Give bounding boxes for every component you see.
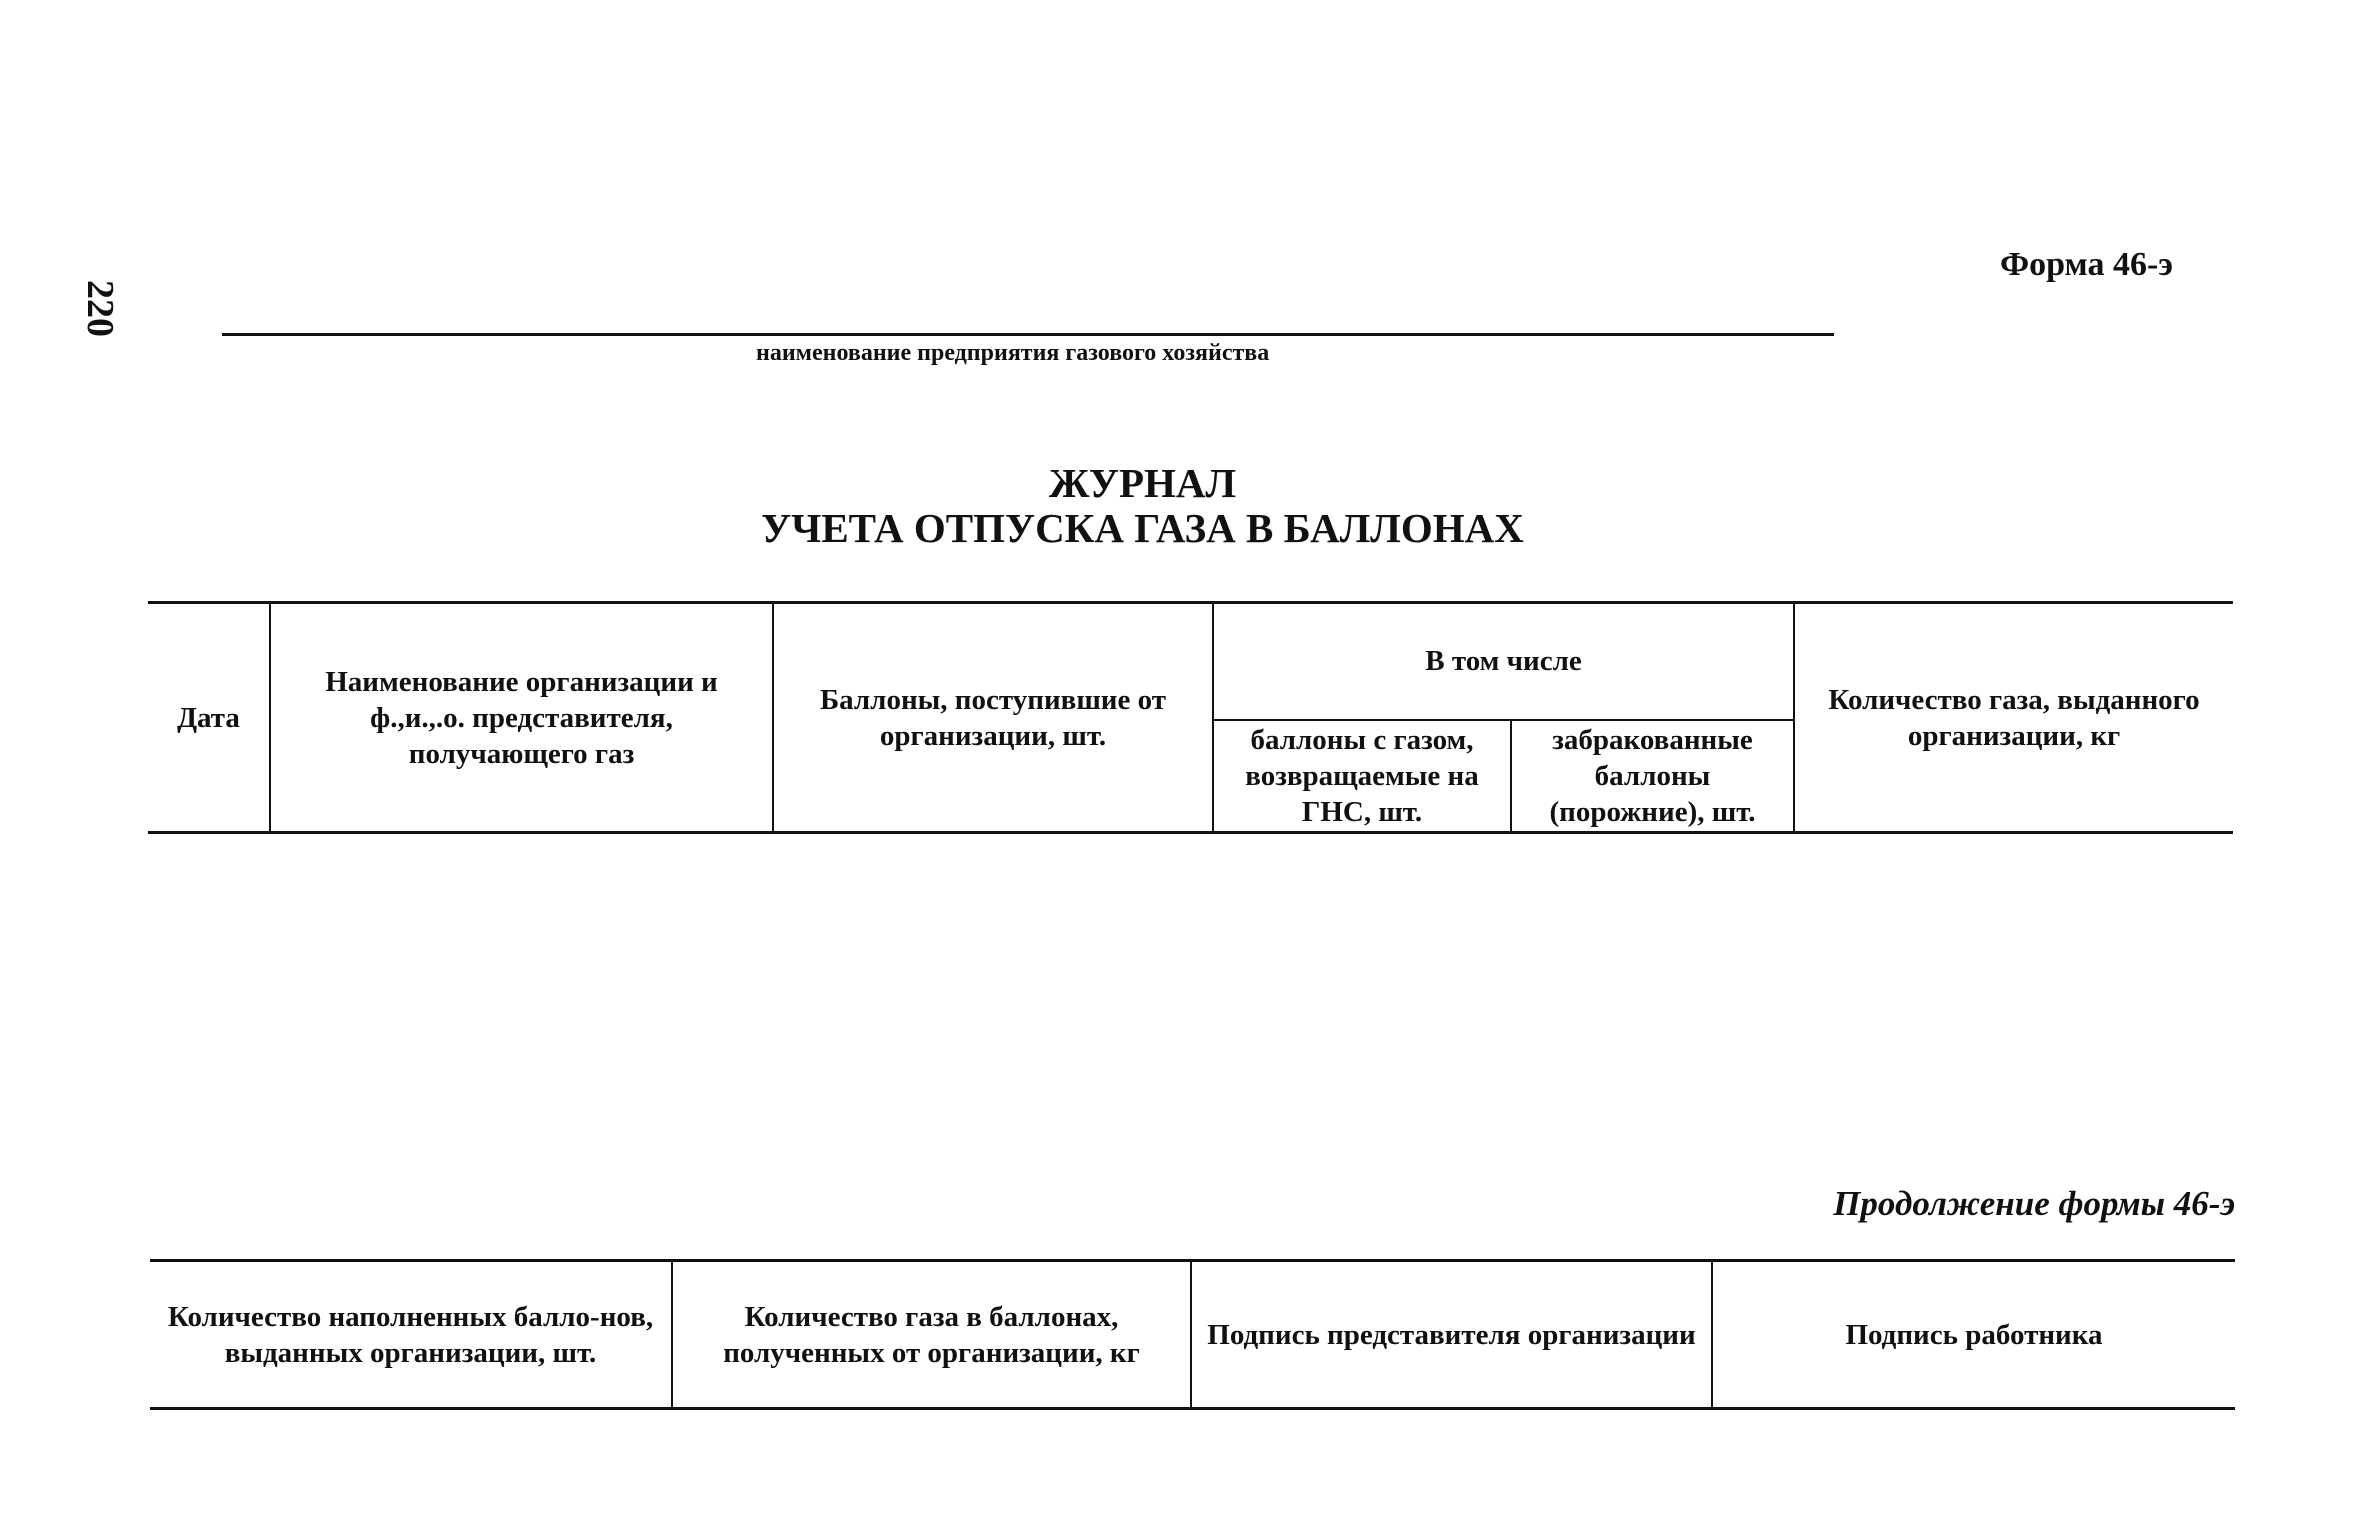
continuation-label: Продолжение формы 46-э [1833, 1184, 2235, 1223]
journal-subtitle: УЧЕТА ОТПУСКА ГАЗА В БАЛЛОНАХ [761, 505, 1524, 551]
journal-header-table [148, 601, 2233, 834]
header-filled-issued: Количество наполненных балло-нов, выданных организации, шт. [150, 1261, 672, 1409]
org-name-caption: наименование предприятия газового хозяйства [756, 340, 1270, 366]
header-gas-received: Количество газа в баллонах, полученных от организации, кг [672, 1261, 1191, 1409]
header-worker-signature: Подпись работника [1712, 1261, 2235, 1409]
header-returned-with-gas: баллоны с газом, возвращаемые на ГНС, шт. [1213, 720, 1511, 833]
header-cylinders-received: Баллоны, поступившие от организации, шт. [773, 603, 1213, 833]
org-name-line [222, 333, 1834, 336]
form-label: Форма 46-э [1999, 246, 2173, 283]
page-number: 220 [79, 280, 121, 337]
header-rejected: забракованные баллоны (порожние), шт. [1511, 720, 1794, 833]
header-including: В том числе [1213, 603, 1794, 720]
journal-title: ЖУРНАЛ [1048, 460, 1237, 506]
header-date: Дата [148, 603, 270, 833]
header-org-name: Наименование организации и ф.,и.,.о. представителя, получающего газ [270, 603, 773, 833]
continuation-table [150, 1259, 2235, 1410]
header-rep-signature: Подпись представителя организации [1191, 1261, 1712, 1409]
header-gas-issued: Количество газа, выданного организации, кг [1794, 603, 2233, 833]
